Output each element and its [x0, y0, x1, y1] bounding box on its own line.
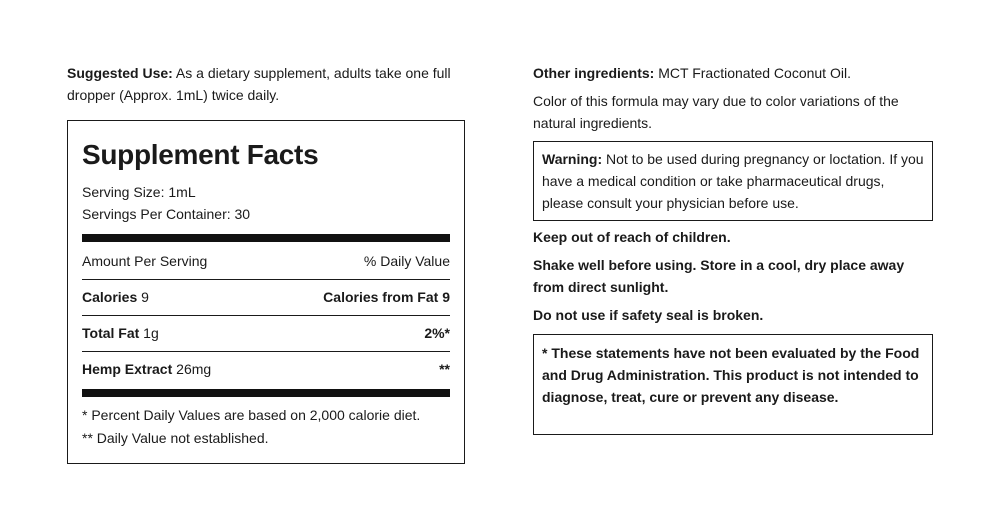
- hemp-extract-cell: [82, 361, 211, 377]
- suggested-use-text: As a dietary supplement, adults take one full dropper (Approx. 1mL) twice daily.: [67, 65, 451, 103]
- thick-divider-top: [82, 234, 450, 242]
- other-ingredients-label: Other ingredients:: [533, 65, 655, 81]
- calories-from-fat: Calories from Fat 9: [323, 289, 450, 305]
- amount-header-row: [82, 251, 450, 271]
- fda-disclaimer-text: * These statements have not been evaluated by the Food and Drug Administration. This product is not intended to diagnose, treat, cure or prevent any disease.: [542, 345, 920, 405]
- keep-out-of-reach: Keep out of reach of children.: [533, 229, 731, 245]
- supplement-facts-title: Supplement Facts: [82, 139, 319, 170]
- footnote-daily-value-not-established: ** Daily Value not established.: [82, 430, 269, 446]
- suggested-use: [67, 62, 467, 106]
- calories-value: 9: [137, 289, 149, 305]
- total-fat-value: 1g: [139, 325, 159, 341]
- color-variation-note: Color of this formula may vary due to color variations of the natural ingredients.: [533, 93, 899, 131]
- supplement-facts-panel: [67, 120, 465, 464]
- other-ingredients-text: MCT Fractionated Coconut Oil.: [654, 65, 851, 81]
- fda-disclaimer-box: [533, 334, 933, 435]
- hemp-extract-label: Hemp Extract: [82, 361, 173, 377]
- total-fat-label: Total Fat: [82, 325, 140, 341]
- total-fat-daily-value: 2%*: [424, 325, 450, 341]
- warning-box: [533, 141, 933, 221]
- other-ingredients: [533, 62, 851, 84]
- hemp-extract-row: [82, 359, 450, 379]
- warning-label: Warning:: [542, 151, 603, 167]
- footnote-percent-daily-values: * Percent Daily Values are based on 2,000 calorie diet.: [82, 407, 421, 423]
- total-fat-cell: [82, 325, 159, 341]
- divider: [82, 315, 450, 316]
- calories-row: [82, 287, 450, 307]
- daily-value-header: % Daily Value: [363, 253, 450, 269]
- total-fat-row: [82, 323, 450, 343]
- serving-size: Serving Size: 1mL: [82, 184, 196, 200]
- servings-per-container: Servings Per Container: 30: [82, 206, 251, 222]
- calories-label: Calories: [82, 289, 138, 305]
- suggested-use-label: Suggested Use:: [67, 65, 173, 81]
- divider: [82, 351, 450, 352]
- amount-per-serving-label: Amount Per Serving: [82, 253, 208, 269]
- thick-divider-bottom: [82, 389, 450, 397]
- divider: [82, 279, 450, 280]
- calories-cell: [82, 289, 149, 305]
- hemp-extract-value: 26mg: [172, 361, 212, 377]
- warning-text: Not to be used during pregnancy or loctation. If you have a medical condition or take pharmaceutical drugs, please consult your physician before use.: [542, 151, 924, 211]
- safety-seal-notice: Do not use if safety seal is broken.: [533, 307, 764, 323]
- hemp-extract-daily-value: **: [439, 361, 450, 377]
- shake-and-store-instructions: Shake well before using. Store in a cool, dry place away from direct sunlight.: [533, 257, 905, 295]
